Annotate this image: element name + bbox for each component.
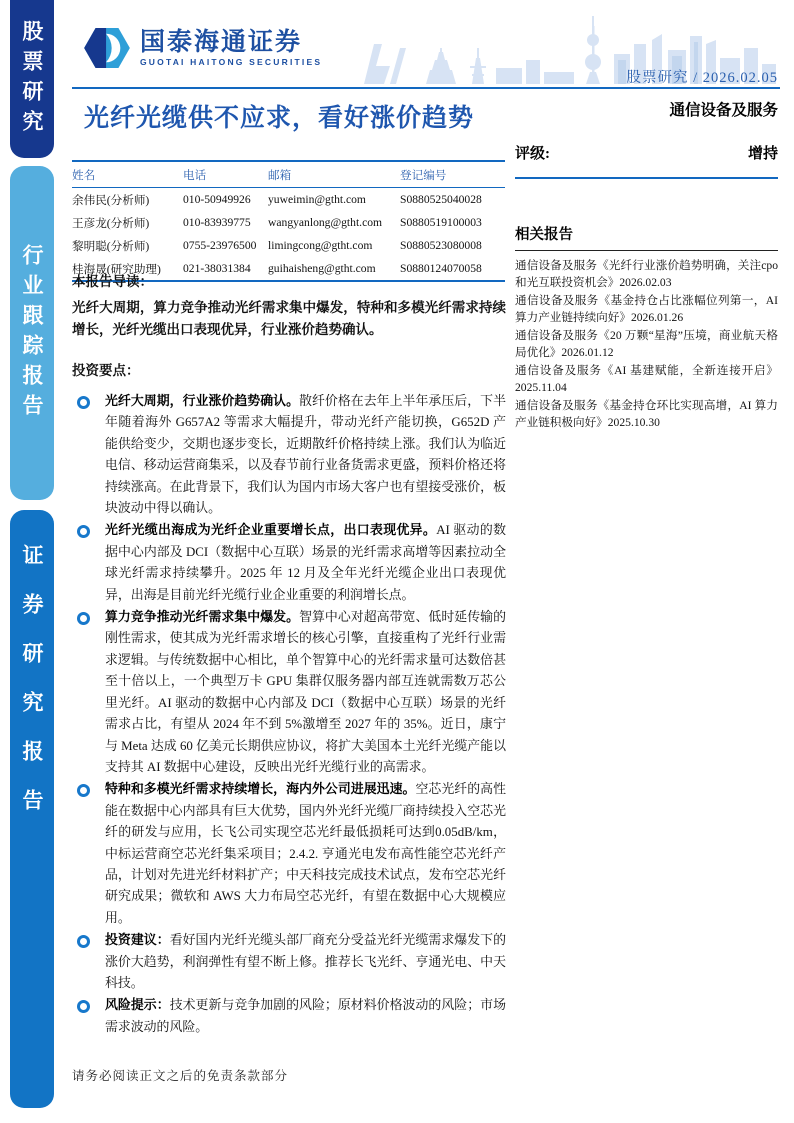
bullet-ring-icon (77, 935, 90, 948)
analyst-email: yuweimin@gtht.com (268, 193, 366, 206)
col-regno: 登记编号 (400, 168, 447, 182)
sidebar-label: 行业跟踪报告 (20, 244, 44, 424)
col-name: 姓名 (72, 168, 96, 182)
rating-row (515, 142, 778, 163)
bullet-lead: 算力竞争推动光纤需求集中爆发。 (105, 610, 300, 625)
rating-value: 增持 (747, 146, 778, 162)
table-row (72, 188, 505, 211)
table-row (72, 211, 505, 234)
bullet-item (72, 930, 506, 994)
analyst-phone: 0755-23976500 (183, 239, 257, 252)
analyst-table (72, 160, 505, 282)
related-report-item: 通信设备及服务《20 万颗“星海”压境，商业航天格局优化》2026.01.12 (515, 329, 778, 359)
table-row (72, 234, 505, 257)
related-report-item: 通信设备及服务《基金持仓占比涨幅位列第一，AI 算力产业链持续向好》2026.01.26 (515, 294, 778, 324)
bullet-lead: 投资建议： (105, 933, 170, 948)
rating-divider (515, 177, 778, 179)
related-reports-divider (515, 250, 778, 251)
bullet-text: 技术更新与竞争加剧的风险；原材料价格波动的风险；市场需求波动的风险。 (105, 998, 507, 1034)
bullet-item (72, 607, 506, 778)
bullet-ring-icon (77, 525, 90, 538)
sidebar-tab-securities-report (10, 510, 54, 1108)
analyst-name: 黎明聪(分析师) (72, 239, 150, 253)
analyst-name: 桂海晟(研究助理) (72, 262, 161, 276)
industry-label: 通信设备及服务 (669, 102, 778, 119)
report-category-date: 股票研究 / 2026.02.05 (626, 70, 778, 86)
related-report-item: 通信设备及服务《光纤行业涨价趋势明确，关注cpo 和光互联投资机会》2026.02.03 (515, 259, 778, 289)
analyst-email: limingcong@gtht.com (268, 239, 373, 252)
analyst-regno: S0880523080008 (400, 239, 482, 252)
sidebar-tab-stock-research (10, 0, 54, 158)
analyst-phone: 021-38031384 (183, 262, 251, 275)
rating-label: 评级: (515, 146, 550, 162)
bullet-text: 智算中心对超高带宽、低时延传输的刚性需求，使其成为光纤需求增长的核心引擎，直接重构了光纤行业需求逻辑。与传统数据中心相比，单个智算中心的光纤需求量可达数倍甚至十倍以上，一个典型万卡 GPU 集群仅服务器内部互连就需数万芯公里光纤。AI 驱动的数据中心内部及 DCI（数据中心互联）场景的光纤需求占比，有望从 2024 年不到 5%激增至 2027 年的 35%。近日，康宁与 Meta 达成 60 亿美元长期供应协议，将扩大美国本土光纤光缆产能以支持其 AI 数据中心建设，反映出光纤光缆行业的高需求。 (105, 610, 507, 774)
related-report-item: 通信设备及服务《AI 基建赋能，全新连接开启》2025.11.04 (515, 364, 778, 394)
bullet-ring-icon (77, 1000, 90, 1013)
bullet-ring-icon (77, 612, 90, 625)
bullet-lead: 光纤大周期，行业涨价趋势确认。 (105, 394, 300, 408)
header-divider (72, 87, 780, 89)
bullet-item (72, 520, 506, 606)
sidebar-label: 证券研究报告 (20, 544, 44, 838)
bullet-lead: 光纤光缆出海成为光纤企业重要增长点，出口表现优异。 (105, 523, 437, 538)
bullet-text: 空芯光纤的高性能在数据中心内部具有巨大优势，国内外光纤光缆厂商持续投入空芯光纤的研发与应用，长飞公司实现空芯光纤最低损耗可达到0.05dB/km，中标运营商空芯光纤集采项目；2.4.2. 亨通光电发布高性能空芯光纤产品，计划对先进光纤材料扩产；中天科技完成技术试点，发布空芯光纤研究成果；微软和 AWS 大力布局空芯光纤，有望在数据中心大规模应用。 (105, 782, 507, 925)
guide-heading: 本报告导读： (72, 274, 153, 289)
bullet-item (72, 995, 506, 1038)
brand-hexagon-icon (84, 28, 130, 68)
col-email: 邮箱 (268, 168, 292, 182)
analyst-regno: S0880124070058 (400, 262, 482, 275)
report-body (72, 270, 506, 1039)
guide-text: 光纤大周期，算力竞争推动光纤需求集中爆发，特种和多模光纤需求持续增长，光纤光缆出口表现优异，行业涨价趋势确认。 (72, 300, 506, 337)
page-title: 光纤光缆供不应求，看好涨价趋势 (84, 105, 475, 132)
brand-name-en: GUOTAI HAITONG SECURITIES (140, 57, 323, 67)
bullet-lead: 风险提示： (105, 998, 170, 1013)
right-column (515, 98, 778, 432)
analyst-name: 余伟民(分析师) (72, 193, 150, 207)
analyst-phone: 010-50949926 (183, 193, 251, 206)
analyst-regno: S0880525040028 (400, 193, 482, 206)
bullet-text: AI 驱动的数据中心内部及 DCI（数据中心互联）场景的光纤需求高增等因素拉动全球光纤需求持续攀升。2025 年 12 月及全年光纤光缆企业出口表现优异，出海是目前光纤光缆行业企业重要的利润增长点。 (105, 523, 507, 602)
sidebar-tab-industry-tracking (10, 166, 54, 500)
analyst-email: guihaisheng@gtht.com (268, 262, 376, 275)
analyst-name: 王彦龙(分析师) (72, 216, 150, 230)
bullet-item (72, 391, 506, 519)
disclaimer-text: 请务必阅读正文之后的免责条款部分 (72, 1069, 289, 1083)
analyst-phone: 010-83939775 (183, 216, 251, 229)
brand-name-cn: 国泰海通证券 (140, 28, 303, 56)
col-phone: 电话 (183, 168, 207, 182)
bullet-text: 散纤价格在去年上半年承压后，下半年随着海外 G657A2 等需求大幅提升，带动光纤产能切换，G652D 产能供给变少，交期也逐步变长，近期散纤价格持续上涨。我们认为临近电信、移动运营商集采，以及春节前行业备货需求更盛，预料价格还将持续涨高。在此背景下，我们认为国内市场大客户也有望接受涨价，板块波动中得以确认。 (105, 394, 507, 516)
related-report-item: 通信设备及服务《基金持仓环比实现高增，AI 算力产业链积极向好》2025.10.30 (515, 399, 778, 429)
bullet-ring-icon (77, 396, 90, 409)
sidebar-label: 股票研究 (20, 20, 44, 140)
key-points-heading: 投资要点： (72, 363, 140, 378)
analyst-regno: S0880519100003 (400, 216, 482, 229)
analyst-email: wangyanlong@gtht.com (268, 216, 383, 229)
analyst-table-header (72, 162, 505, 188)
bullet-text: 看好国内光纤光缆头部厂商充分受益光纤光缆需求爆发下的涨价大趋势，利润弹性有望不断上修。推荐长飞光纤、亨通光电、中天科技。 (105, 933, 507, 990)
bullet-item (72, 779, 506, 929)
bullet-lead: 特种和多模光纤需求持续增长，海内外公司进展迅速。 (105, 782, 416, 797)
related-reports-title: 相关报告 (515, 227, 573, 243)
brand-logo (84, 28, 322, 68)
bullet-ring-icon (77, 784, 90, 797)
